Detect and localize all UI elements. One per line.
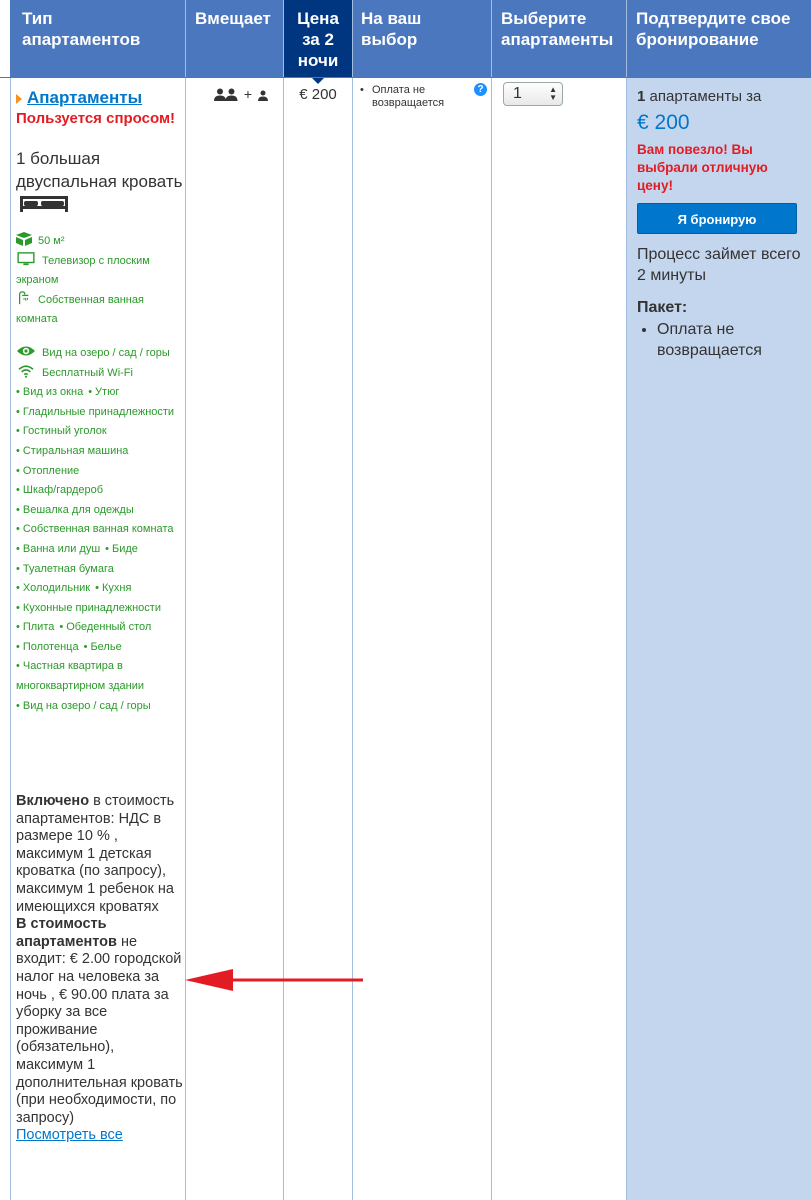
- bullet: •: [16, 640, 20, 653]
- summary-count: 1: [637, 88, 646, 105]
- facility-text: Вид на озеро / сад / горы: [42, 346, 170, 359]
- facility-text: Бесплатный Wi-Fi: [42, 366, 133, 379]
- amenity-item: [16, 465, 79, 477]
- header-select-apartments: Выберите апартаменты: [492, 0, 626, 77]
- amenity-text: Гостиный уголок: [22, 425, 107, 438]
- bed-info: [16, 147, 184, 216]
- amenity-row: [16, 403, 184, 423]
- bullet: •: [59, 621, 64, 634]
- amenity-item: [16, 504, 134, 516]
- shower-icon: [16, 291, 32, 305]
- amenity-item: [16, 523, 173, 535]
- amenity-item: [16, 484, 103, 496]
- facility-text: 50 м²: [38, 235, 65, 247]
- header-confirm: Подтвердите свое бронирование: [627, 0, 811, 77]
- amenity-text: Гладильные принадлежности: [22, 405, 175, 418]
- process-note: Процесс займет всего 2 минуты: [637, 246, 801, 284]
- bullet: •: [16, 562, 20, 575]
- column-divider: [491, 0, 492, 1200]
- bullet: •: [16, 699, 20, 712]
- select-arrows-icon: ▲ ▼: [549, 85, 557, 102]
- red-arrow-annotation: [185, 968, 365, 992]
- bullet: •: [16, 523, 20, 536]
- lucky-message: Вам повезло! Вы выбрали отличную цену!: [637, 142, 768, 193]
- book-button[interactable]: Я бронирую: [637, 203, 797, 234]
- amenity-text: Биде: [112, 542, 138, 555]
- bullet: •: [16, 503, 20, 516]
- amenity-item: [16, 621, 54, 633]
- excluded-text: не входит: € 2.00 городской налог на человека за ночь , € 90.00 плата за уборку за все проживание (обязательно), максимум 1 дополнительная кровать (при необходимости, по запросу): [16, 933, 183, 1126]
- amenity-row: [16, 599, 184, 619]
- amenity-item: [95, 582, 131, 594]
- table-left-border: [10, 0, 11, 1200]
- amenity-item: [16, 406, 174, 418]
- eye-icon: [16, 344, 36, 358]
- facilities-list: [16, 232, 184, 716]
- bullet: •: [16, 542, 20, 555]
- non-refundable-text: Оплата не возвращается: [372, 84, 445, 109]
- bullet: •: [105, 542, 110, 555]
- amenity-row: [16, 520, 184, 540]
- included-text: в стоимость апартаментов: НДС в размере 10 % , максимум 1 детская кроватка (по запросу), максимум 1 ребенок на имеющихся кроватях: [16, 793, 175, 915]
- amenity-item: [16, 386, 83, 398]
- amenity-text: Стиральная машина: [22, 444, 129, 457]
- amenity-text: Вид на озеро / сад / горы: [22, 699, 151, 712]
- see-all-link[interactable]: Посмотреть все: [16, 1127, 123, 1144]
- column-divider: [352, 0, 353, 1200]
- facility-view: [16, 344, 184, 364]
- demand-badge: Пользуется спросом!: [16, 110, 176, 127]
- facility-size: [16, 232, 184, 252]
- bullet: •: [16, 464, 20, 477]
- facility-wifi: [16, 364, 184, 384]
- included-label: Включено: [16, 793, 90, 809]
- bullet: •: [88, 386, 93, 399]
- amenity-row: [16, 462, 184, 482]
- facility-bathroom: [16, 291, 184, 330]
- header-your-choice: На ваш выбор: [353, 0, 491, 77]
- header-room-type: Тип апартаментов: [10, 0, 185, 77]
- bullet: •: [16, 484, 20, 497]
- amenity-row: [16, 540, 184, 560]
- amenity-row: [16, 422, 184, 442]
- facility-text: Собственная ванная комната: [16, 293, 144, 326]
- amenity-text: Шкаф/гардероб: [22, 484, 104, 497]
- size-icon: [16, 232, 32, 246]
- amenity-row: [16, 638, 184, 658]
- amenity-text: Белье: [90, 640, 122, 653]
- amenity-row: [16, 442, 184, 462]
- amenity-item: [16, 700, 151, 712]
- amenity-item: [16, 602, 161, 614]
- bullet: •: [83, 640, 88, 653]
- header-divider: [0, 77, 811, 78]
- bullet: •: [360, 84, 364, 96]
- amenity-text: Отопление: [22, 464, 80, 477]
- amenity-item: [16, 641, 79, 653]
- amenity-text: Плита: [22, 621, 55, 634]
- amenity-text: Вешалка для одежды: [22, 503, 134, 516]
- amenity-item: [84, 641, 122, 653]
- amenity-item: [16, 563, 114, 575]
- facility-text: Телевизор с плоским экраном: [16, 254, 150, 287]
- booking-summary: [637, 88, 805, 361]
- amenity-row: [16, 481, 184, 501]
- bullet: •: [16, 405, 20, 418]
- room-info: [16, 88, 184, 716]
- amenity-item: [16, 582, 90, 594]
- included-info: [16, 793, 184, 1145]
- column-divider: [626, 0, 627, 1200]
- amenity-text: Кухонные принадлежности: [22, 601, 161, 614]
- column-divider: [283, 0, 284, 1200]
- amenity-text: Утюг: [95, 386, 120, 399]
- excluded-label: В стоимость апартаментов: [16, 916, 117, 950]
- amenity-row: [16, 560, 184, 580]
- amenity-item: [88, 386, 119, 398]
- summary-price: € 200: [637, 111, 690, 134]
- amenity-row: [16, 618, 184, 638]
- summary-line: [637, 88, 805, 105]
- bullet: •: [16, 660, 20, 673]
- amenity-item: [16, 425, 107, 437]
- amenity-item: [59, 621, 151, 633]
- wifi-icon: [16, 364, 36, 378]
- adult-icon: [214, 88, 238, 101]
- bullet: •: [16, 425, 20, 438]
- bed-text: 1 большая двуспальная кровать: [16, 149, 183, 191]
- amenity-item: [16, 660, 144, 692]
- amenity-text: Ванна или душ: [22, 542, 101, 555]
- price-value: € 200: [299, 86, 337, 103]
- amenity-item: [105, 543, 138, 555]
- amenity-item: [16, 445, 128, 457]
- amenity-text: Кухня: [101, 582, 132, 595]
- amenity-row: [16, 697, 184, 717]
- package-item: • Оплата не возвращается: [657, 319, 805, 361]
- facility-tv: [16, 252, 184, 291]
- help-icon[interactable]: ?: [474, 83, 487, 96]
- amenity-text: Вид из окна: [22, 386, 84, 399]
- summary-text: апартаменты за: [649, 88, 762, 105]
- amenity-row: [16, 657, 184, 696]
- bullet: •: [16, 601, 20, 614]
- bullet: •: [16, 621, 20, 634]
- amenity-text: Холодильник: [22, 582, 91, 595]
- room-name-link[interactable]: Апартаменты: [27, 88, 143, 107]
- amenity-text: Туалетная бумага: [22, 562, 114, 575]
- occupancy: [214, 86, 268, 104]
- amenity-item: [16, 543, 100, 555]
- column-divider: [185, 0, 186, 1200]
- bullet: •: [16, 444, 20, 457]
- bed-icon: [18, 193, 70, 213]
- select-value: 1: [513, 85, 522, 102]
- child-icon: [258, 90, 268, 101]
- amenity-text: Частная квартира в многоквартирном здании: [16, 660, 144, 693]
- expand-triangle-icon: [16, 94, 22, 104]
- amenity-row: [16, 579, 184, 599]
- plus-sign: +: [243, 86, 253, 102]
- amenity-text: Полотенца: [22, 640, 79, 653]
- header-sleeps: Вмещает: [186, 0, 283, 77]
- package-title: Пакет:: [637, 299, 688, 316]
- amenity-text: Обеденный стол: [66, 621, 152, 634]
- amenities-list: [16, 383, 184, 716]
- apartments-quantity-select[interactable]: [503, 82, 563, 106]
- amenity-row: [16, 501, 184, 521]
- bullet: •: [16, 582, 20, 595]
- tv-icon: [16, 252, 36, 266]
- amenity-text: Собственная ванная комната: [22, 523, 174, 536]
- amenity-row: [16, 383, 184, 403]
- header-price[interactable]: Цена за 2 ночи: [284, 0, 352, 77]
- bullet: •: [95, 582, 99, 595]
- package-list: [637, 319, 805, 361]
- bullet: •: [16, 386, 20, 399]
